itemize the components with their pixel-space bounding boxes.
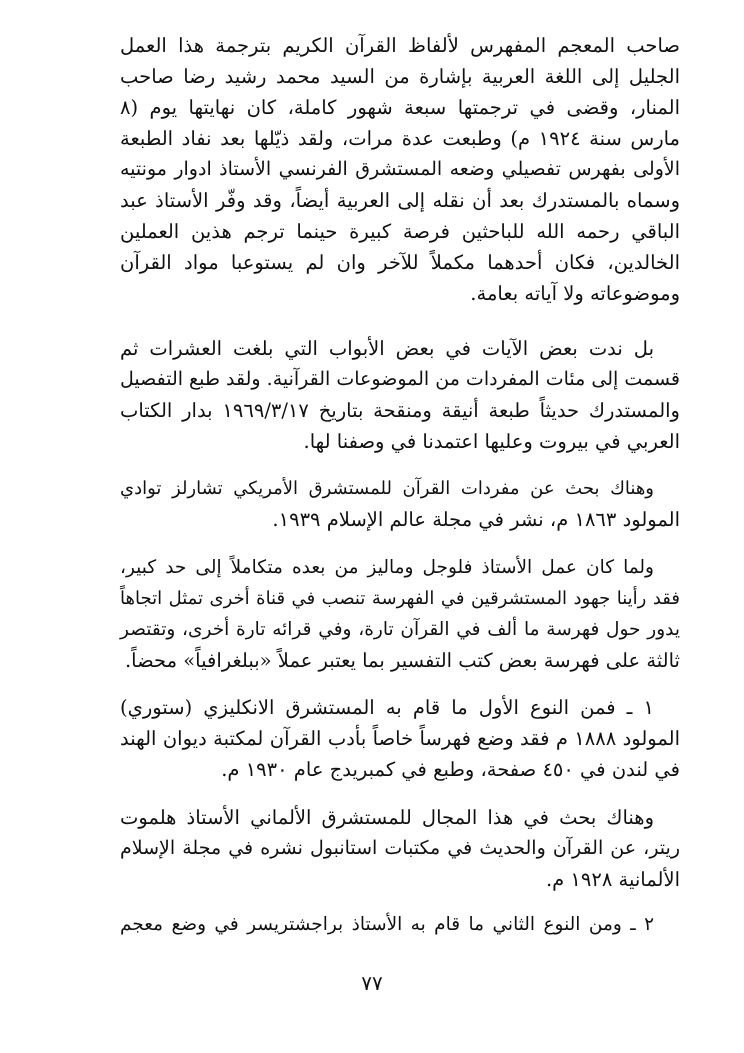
text-line: الخالدين، فكان أحدهما مكملاً للآخر وان لم يستوعبا مواد القرآن: [120, 251, 680, 274]
text-line: الجليل إلى اللغة العربية بإشارة من السيد محمد رشيد رضا صاحب: [120, 65, 680, 88]
text-line: قسمت إلى مئات المفردات من الموضوعات القرآنية. ولقد طبع التفصيل: [120, 368, 680, 390]
text-line: بل ندت بعض الآيات في بعض الأبواب التي بلغت العشرات ثم: [120, 337, 654, 360]
text-line: المولود ١٨٦٣ م، نشر في مجلة عالم الإسلام ١٩٣٩.: [272, 508, 680, 531]
text-line: ثالثة على فهرسة بعض كتب التفسير بما يعتبر عملاً «ببلغرافياً» محضاً.: [124, 649, 680, 672]
text-line: العربي في بيروت وعليها اعتمدنا في وصفنا لها.: [303, 430, 680, 453]
text-line: الأولى بفهرس تفصيلي وضعه المستشرق الفرنسي الأستاذ ادوار مونتيه: [120, 158, 680, 180]
text-line: وهناك بحث عن مفردات القرآن للمستشرق الأمريكي تشارلز توادي: [120, 478, 654, 499]
text-line: صاحب المعجم المفهرس لألفاظ القرآن الكريم بترجمة هذا العمل: [120, 34, 680, 57]
text-line: والمستدرك حديثاً طبعة أنيقة ومنقحة بتاريخ ١٩٦٩/٣/١٧ بدار الكتاب: [120, 399, 680, 422]
text-line: فقد رأينا جهود المستشرقين في الفهرسة تنصب في قناة أخرى تمثل اتجاهاً: [120, 588, 680, 609]
paragraph-4: [120, 552, 680, 676]
text-line: في لندن في ٤٥٠ صفحة، وطبع في كمبريدج عام ١٩٣٠ م.: [221, 758, 680, 781]
text-line: ولما كان عمل الأستاذ فلوجل وماليز من بعده متكاملاً إلى حد كبير،: [120, 557, 654, 578]
text-line: المولود ١٨٨٨ م فقد وضع فهرساً خاصاً بأدب القرآن لمكتبة ديوان الهند: [120, 727, 680, 750]
text-line: وسماه بالمستدرك بعد أن نقله إلى العربية أيضاً، وقد وفّر الأستاذ عبد: [120, 189, 680, 212]
paragraph-3: [120, 473, 680, 535]
text-line: الباقي رحمه الله للباحثين فرصة كبيرة حينما ترجم هذين العملين: [120, 220, 680, 243]
page-number: ٧٧: [361, 971, 383, 995]
text-line: يدور حول فهرسة ما ألف في القرآن تارة، وفي قرائه تارة أخرى، وتقتصر: [120, 619, 680, 640]
text-line: وهناك بحث في هذا المجال للمستشرق الألماني الأستاذ هلموت: [120, 806, 654, 829]
text-line: وموضوعاته ولا آياته بعامة.: [470, 282, 680, 305]
text-line: ريتر، عن القرآن والحديث في مكتبات استانبول نشره في مجلة الإسلام: [120, 837, 680, 859]
text-line: مارس سنة ١٩٢٤ م) وطبعت عدة مرات، ولقد ذيّلها بعد نفاد الطبعة: [120, 127, 680, 150]
paragraph-7: [120, 909, 680, 940]
paragraph-6: [120, 802, 680, 895]
paragraph-1: [120, 30, 680, 309]
text-line: ٢ ـ ومن النوع الثاني ما قام به الأستاذ براجشتريسر في وضع معجم: [120, 914, 654, 935]
text-line: ١ ـ فمن النوع الأول ما قام به المستشرق الانكليزي (ستوري): [120, 696, 654, 719]
paragraph-2: [120, 333, 680, 457]
text-line: الألمانية ١٩٢٨ م.: [545, 868, 680, 891]
text-line: المنار، وقضى في ترجمتها سبعة شهور كاملة، كان نهايتها يوم (٨: [120, 96, 680, 119]
paragraph-5: [120, 692, 680, 785]
